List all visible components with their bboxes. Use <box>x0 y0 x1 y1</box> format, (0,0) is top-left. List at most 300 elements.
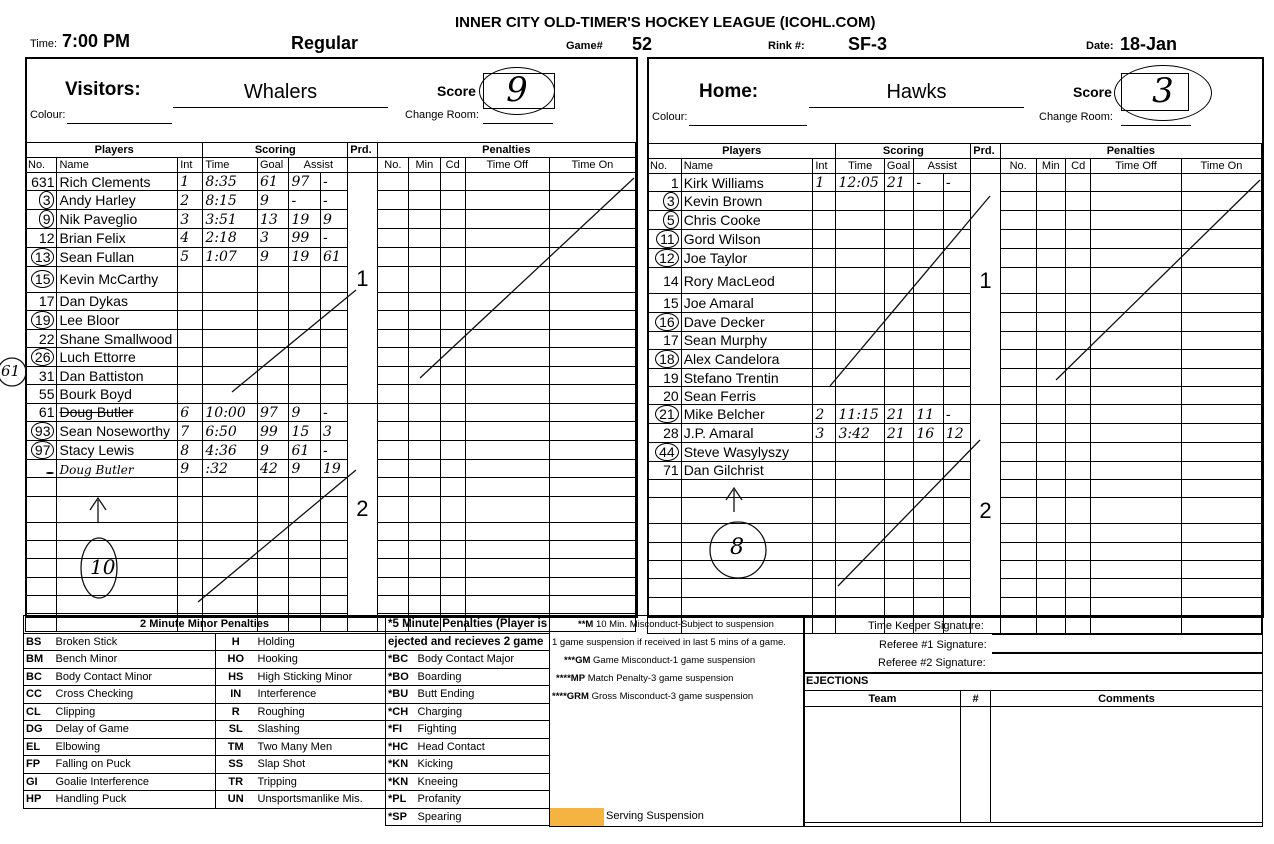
home-colour-label: Colour: <box>652 111 688 123</box>
player-name: Sean Noseworthy <box>59 423 170 440</box>
player-number: 19 <box>31 311 55 329</box>
col-int: Int <box>178 158 203 173</box>
serving-suspension-label: Serving Suspension <box>606 810 704 822</box>
player-number: 1 <box>670 174 679 191</box>
penalty-code: BM <box>24 651 54 669</box>
scoring-time: 1:07 <box>205 249 237 266</box>
scoring-a2: 9 <box>322 211 332 228</box>
visitors-team-name: Whalers <box>243 81 318 103</box>
penalty-desc: Two Many Men <box>256 738 386 756</box>
major-penalty-row <box>386 808 550 826</box>
col-time: Time <box>203 158 258 173</box>
major-title-1: *5 Minute Penalties (Player is <box>386 616 550 634</box>
scoring-int: 8 <box>180 442 190 459</box>
scoring-time: 3:42 <box>838 425 870 442</box>
misconduct-code: ****MP <box>556 673 586 684</box>
player-number: 12 <box>38 229 55 246</box>
penalty-code: UN <box>216 791 256 809</box>
scoring-a2: - <box>945 175 951 192</box>
player-number: 71 <box>663 462 679 479</box>
scoring-a1: 11 <box>916 406 935 423</box>
serving-swatch <box>550 808 604 826</box>
period-2-label: 2 <box>356 496 369 522</box>
home-penalty-strike <box>1056 180 1260 380</box>
penalty-code: TR <box>216 773 256 791</box>
major-title-2: ejected and recieves 2 game <box>386 633 550 651</box>
scoring-time: 12:05 <box>838 175 879 192</box>
scoring-a2: - <box>322 230 328 247</box>
player-number: 3 <box>663 192 679 210</box>
player-number: 31 <box>38 367 55 384</box>
penalty-desc: Interference <box>256 686 386 704</box>
minor-penalty-row <box>24 686 386 704</box>
player-number: 22 <box>38 330 55 347</box>
scoring-int: 9 <box>180 461 190 478</box>
misconduct-row <box>550 616 804 634</box>
minor-penalty-row <box>24 756 386 774</box>
player-name: Dan Gilchrist <box>683 462 764 479</box>
home-col-int: Int <box>813 159 836 174</box>
misconduct-desc: 1 game suspension if received in last 5 mins of a game. <box>552 637 786 648</box>
player-name: Mike Belcher <box>683 406 765 423</box>
game-label: Game# <box>566 40 603 52</box>
ejections-team-cell[interactable] <box>805 707 961 823</box>
penalty-desc: Clipping <box>54 703 216 721</box>
timekeeper-signature-label: Time Keeper Signature: <box>868 620 984 632</box>
scoring-time: 11:15 <box>838 406 879 423</box>
player-name: Shane Smallwood <box>59 330 173 347</box>
misconduct-code: ****GRM <box>552 691 589 702</box>
player-number: 26 <box>31 348 55 366</box>
referee2-signature-label: Referee #2 Signature: <box>878 657 986 669</box>
player-name: Sean Murphy <box>683 332 767 349</box>
player-number: 3 <box>39 191 55 209</box>
home-scoring-header: Scoring <box>836 144 971 159</box>
penalty-code: HO <box>216 651 256 669</box>
scoring-int: 7 <box>180 423 190 440</box>
scoring-goal: 3 <box>259 230 269 247</box>
penalty-code: HS <box>216 668 256 686</box>
home-col-pen-no: No. <box>1000 159 1036 174</box>
major-penalty-row <box>386 703 550 721</box>
scoring-a2: 3 <box>322 423 332 440</box>
side-annotation: 61 <box>1 362 21 380</box>
scoring-header: Scoring <box>203 143 348 158</box>
penalty-desc: Charging <box>416 703 550 721</box>
home-annot-count: 8 <box>730 535 744 560</box>
major-penalty-row <box>386 686 550 704</box>
penalty-desc: Butt Ending <box>416 686 550 704</box>
player-name: Luch Ettorre <box>59 349 136 366</box>
penalty-code: CL <box>24 703 54 721</box>
game-date: 18-Jan <box>1120 34 1178 54</box>
scoring-a2: 12 <box>945 425 964 442</box>
penalty-desc: Goalie Interference <box>54 773 216 791</box>
penalty-desc: Tripping <box>256 773 386 791</box>
ejections-number-cell[interactable] <box>961 707 991 823</box>
visitors-label: Visitors: <box>65 79 141 100</box>
penalty-desc: Handling Puck <box>54 791 216 809</box>
scoring-a1: 16 <box>916 425 935 442</box>
penalty-code: CC <box>24 686 54 704</box>
major-penalty-row <box>386 791 550 809</box>
home-col-time: Time <box>836 159 884 174</box>
player-name: Stefano Trentin <box>683 369 779 386</box>
scoring-int: 1 <box>180 174 190 191</box>
period-1-label: 1 <box>356 266 369 292</box>
home-col-time-off: Time Off <box>1091 159 1182 174</box>
player-name: Doug Butler <box>59 404 134 421</box>
col-assist: Assist <box>289 158 348 173</box>
player-name: Joe Amaral <box>683 294 754 311</box>
home-team-name: Hawks <box>886 81 947 103</box>
scoring-a2: 19 <box>322 461 341 478</box>
player-name: Bourk Boyd <box>59 386 132 403</box>
scoring-goal: 9 <box>259 192 269 209</box>
home-col-min: Min <box>1036 159 1065 174</box>
penalty-code: HP <box>24 791 54 809</box>
player-name: Rory MacLeod <box>683 272 775 289</box>
col-cd: Cd <box>440 158 465 173</box>
scoring-goal: 9 <box>259 442 269 459</box>
penalty-code: EL <box>24 738 54 756</box>
scoring-time: 8:15 <box>205 192 237 209</box>
scoring-a1: - <box>291 192 297 209</box>
col-time-off: Time Off <box>465 158 549 173</box>
player-number: 55 <box>38 386 55 403</box>
player-name: Kevin McCarthy <box>59 271 159 288</box>
misconduct-desc: Gross Misconduct-3 game suspension <box>591 691 754 702</box>
major-penalty-row <box>386 668 550 686</box>
penalty-desc: Boarding <box>416 668 550 686</box>
scoring-goal: 61 <box>259 174 278 191</box>
major-penalty-row <box>386 756 550 774</box>
scoring-goal: 21 <box>886 406 905 423</box>
scoring-time: 3:51 <box>205 211 237 228</box>
home-col-name: Name <box>681 159 813 174</box>
scoring-goal: 42 <box>259 461 278 478</box>
home-prd-header: Prd. <box>971 144 1000 159</box>
visitors-annot-count: 10 <box>90 555 116 579</box>
penalty-code: *KN <box>386 773 416 791</box>
home-penalties-header: Penalties <box>1000 144 1261 159</box>
player-number: 15 <box>663 294 679 311</box>
scoring-goal: 13 <box>259 211 278 228</box>
scoring-int: 2 <box>815 406 825 423</box>
player-name: Sean Ferris <box>683 387 757 404</box>
timekeeper-signature-line[interactable] <box>992 633 1262 635</box>
misconduct-legend <box>549 615 805 827</box>
scoring-int: 3 <box>815 425 825 442</box>
scoring-a2: - <box>322 174 328 191</box>
league-title: INNER CITY OLD-TIMER'S HOCKEY LEAGUE (ICOHL.COM) <box>455 14 876 31</box>
player-name: Sean Fullan <box>59 248 135 265</box>
home-label: Home: <box>699 81 759 102</box>
period-2-label: 2 <box>979 497 992 523</box>
minor-penalty-row <box>24 738 386 756</box>
ejections-table <box>804 690 1263 823</box>
visitors-scoring-strike-2 <box>198 470 356 602</box>
penalty-code: IN <box>216 686 256 704</box>
player-number: 13 <box>31 248 55 266</box>
score-label: Score <box>437 83 476 99</box>
penalty-code: GI <box>24 773 54 791</box>
penalty-code: *CH <box>386 703 416 721</box>
penalty-desc: Kicking <box>416 756 550 774</box>
game-type: Regular <box>291 33 359 53</box>
player-number: 17 <box>38 293 55 310</box>
penalty-code: *PL <box>386 791 416 809</box>
players-header: Players <box>26 143 203 158</box>
time-label: Time: <box>30 38 58 50</box>
penalty-desc: Unsportsmanlike Mis. <box>256 791 386 809</box>
penalty-desc: Body Contact Minor <box>54 668 216 686</box>
penalty-code: SS <box>216 756 256 774</box>
player-name: Chris Cooke <box>683 212 761 229</box>
game-number: 52 <box>632 34 653 54</box>
penalty-code: *KN <box>386 756 416 774</box>
home-scoring-strike-2 <box>838 440 980 586</box>
major-penalty-row <box>386 721 550 739</box>
scoring-int: 1 <box>815 175 825 192</box>
misconduct-code: ***GM <box>564 655 591 666</box>
col-min: Min <box>409 158 440 173</box>
ejections-comments-cell[interactable] <box>991 707 1263 823</box>
referee1-signature-line[interactable] <box>992 652 1262 654</box>
penalty-desc: Falling on Puck <box>54 756 216 774</box>
scoring-time: 4:36 <box>205 442 237 459</box>
minor-penalty-row <box>24 791 386 809</box>
home-score: 3 <box>1114 65 1212 121</box>
scoring-a1: - <box>916 175 922 192</box>
game-time: 7:00 PM <box>62 31 131 51</box>
penalty-desc: Fighting <box>416 721 550 739</box>
scoring-a1: 99 <box>291 230 310 247</box>
player-number: 11 <box>656 230 679 248</box>
ejections-team-header: Team <box>805 691 961 707</box>
scoring-a1: 19 <box>291 211 310 228</box>
scoring-time: 6:50 <box>205 423 237 440</box>
player-number: 9 <box>39 210 55 228</box>
penalty-code: BS <box>24 633 54 651</box>
player-name: Gord Wilson <box>683 231 761 248</box>
col-name: Name <box>57 158 178 173</box>
player-number: 61 <box>38 404 55 421</box>
col-no: No. <box>26 158 57 173</box>
scoring-time: :32 <box>205 461 228 478</box>
penalty-desc: Holding <box>256 633 386 651</box>
player-name: Rich Clements <box>59 173 151 190</box>
penalty-code: *BC <box>386 651 416 669</box>
player-number: 21 <box>655 405 679 423</box>
ejections-number-header: # <box>961 691 991 707</box>
home-col-assist: Assist <box>914 159 971 174</box>
penalty-code: *BU <box>386 686 416 704</box>
minor-penalties-legend <box>23 615 386 809</box>
player-number: 631 <box>31 173 55 190</box>
player-name: Alex Candelora <box>683 350 780 367</box>
major-penalty-row <box>386 651 550 669</box>
player-number: 97 <box>31 441 55 459</box>
penalty-desc: Cross Checking <box>54 686 216 704</box>
minor-penalty-row <box>24 633 386 651</box>
scoring-int: 3 <box>180 211 190 228</box>
home-col-goal: Goal <box>884 159 913 174</box>
minor-penalty-row <box>24 651 386 669</box>
penalty-desc: Hooking <box>256 651 386 669</box>
penalty-code: DG <box>24 721 54 739</box>
minor-penalty-row <box>24 721 386 739</box>
scoring-a1: 19 <box>291 249 310 266</box>
scoring-a1: 9 <box>291 461 301 478</box>
player-name: Stacy Lewis <box>59 442 135 459</box>
scoring-goal: 97 <box>259 404 278 421</box>
misconduct-desc: Game Misconduct-1 game suspension <box>593 655 756 666</box>
scoring-a2: 61 <box>322 249 341 266</box>
penalty-code: *BO <box>386 668 416 686</box>
scoring-goal: 21 <box>886 175 905 192</box>
player-name: Kirk Williams <box>683 174 764 191</box>
player-name: Joe Taylor <box>683 250 748 267</box>
major-penalty-row <box>386 773 550 791</box>
player-number: 12 <box>655 249 679 267</box>
referee1-signature-label: Referee #1 Signature: <box>879 639 987 651</box>
col-goal: Goal <box>257 158 288 173</box>
minor-penalty-row <box>24 703 386 721</box>
misconduct-row <box>550 634 804 652</box>
player-number: 14 <box>663 272 679 289</box>
home-col-cd: Cd <box>1066 159 1091 174</box>
penalties-header: Penalties <box>377 143 635 158</box>
scoring-int: 6 <box>180 404 190 421</box>
scoring-a1: 15 <box>291 423 310 440</box>
misconduct-row <box>550 688 804 706</box>
misconduct-code: **M <box>578 619 594 630</box>
penalty-desc: High Sticking Minor <box>256 668 386 686</box>
scoring-goal: 99 <box>259 423 278 440</box>
penalty-code: *FI <box>386 721 416 739</box>
change-room-label: Change Room: <box>405 109 479 121</box>
ejections-comments-header: Comments <box>991 691 1263 707</box>
rink-label: Rink #: <box>768 40 805 52</box>
referee2-signature-line[interactable] <box>804 672 1262 674</box>
penalty-desc: Broken Stick <box>54 633 216 651</box>
penalty-code: *SP <box>386 808 416 826</box>
scoring-a2: - <box>322 442 328 459</box>
player-name: Dan Battiston <box>59 367 144 384</box>
player-name: Lee Bloor <box>59 311 120 328</box>
home-scoring-strike-1 <box>830 196 990 386</box>
home-players-header: Players <box>648 144 836 159</box>
player-name: Andy Harley <box>59 192 136 209</box>
player-name: Doug Butler <box>59 462 134 477</box>
misconduct-row <box>550 670 804 688</box>
scoring-a2: - <box>322 192 328 209</box>
player-number: 93 <box>31 422 55 440</box>
visitors-scoring-strike-1 <box>232 290 356 392</box>
player-number: 44 <box>655 443 679 461</box>
signatures-panel <box>803 615 1263 827</box>
minor-penalty-row <box>24 773 386 791</box>
penalty-desc: Spearing <box>416 808 550 826</box>
penalty-code: BC <box>24 668 54 686</box>
penalty-desc: Delay of Game <box>54 721 216 739</box>
player-number: 19 <box>663 369 679 386</box>
misconduct-desc: 10 Min. Misconduct-Subject to suspension <box>595 619 774 630</box>
penalty-desc: Body Contact Major <box>416 651 550 669</box>
player-name: Kevin Brown <box>683 193 763 210</box>
player-name: Nik Paveglio <box>59 211 138 228</box>
scoring-goal: 9 <box>259 249 269 266</box>
ejections-label: EJECTIONS <box>806 675 869 687</box>
penalty-desc: Profanity <box>416 791 550 809</box>
home-col-time-on: Time On <box>1181 159 1261 174</box>
player-number: 18 <box>655 350 679 368</box>
player-number: 17 <box>663 332 679 349</box>
scoring-time: 10:00 <box>205 404 246 421</box>
minor-title: 2 Minute Minor Penalties <box>24 616 386 634</box>
scoring-a2: - <box>322 404 328 421</box>
penalty-code: FP <box>24 756 54 774</box>
rink-number: SF-3 <box>848 34 888 54</box>
player-number: 15 <box>31 270 55 288</box>
player-name: Dan Dykas <box>59 293 128 310</box>
scoring-int: 2 <box>180 192 190 209</box>
misconduct-desc: Match Penalty-3 game suspension <box>587 673 734 684</box>
major-penalty-row <box>386 738 550 756</box>
home-col-no: No. <box>648 159 682 174</box>
penalty-desc: Slashing <box>256 721 386 739</box>
scoring-time: 8:35 <box>205 174 237 191</box>
penalty-code: R <box>216 703 256 721</box>
scoring-a1: 61 <box>291 442 310 459</box>
col-pen-no: No. <box>377 158 408 173</box>
period-1-label: 1 <box>979 267 992 293</box>
minor-penalty-row <box>24 668 386 686</box>
player-number: 16 <box>655 313 679 331</box>
scoring-a2: - <box>945 406 951 423</box>
penalty-desc: Roughing <box>256 703 386 721</box>
scoring-int: 4 <box>180 230 190 247</box>
misconduct-row <box>550 652 804 670</box>
visitors-score: 9 <box>479 67 555 115</box>
penalty-desc: Elbowing <box>54 738 216 756</box>
prd-header: Prd. <box>348 143 377 158</box>
penalty-desc: Bench Minor <box>54 651 216 669</box>
visitors-penalty-strike <box>420 178 634 378</box>
home-score-label: Score <box>1073 84 1112 100</box>
player-name: J.P. Amaral <box>683 425 754 442</box>
home-change-room-label: Change Room: <box>1039 111 1113 123</box>
penalty-desc: Slap Shot <box>256 756 386 774</box>
colour-label: Colour: <box>30 109 66 121</box>
date-label: Date: <box>1086 40 1114 52</box>
penalty-code: SL <box>216 721 256 739</box>
penalty-code: *HC <box>386 738 416 756</box>
scoring-int: 5 <box>180 249 190 266</box>
player-number: 20 <box>663 387 679 404</box>
penalty-desc: Kneeing <box>416 773 550 791</box>
player-name: Brian Felix <box>59 229 126 246</box>
penalty-code: TM <box>216 738 256 756</box>
scoring-a1: 9 <box>291 404 301 421</box>
major-penalties-legend <box>385 615 550 826</box>
player-name: Dave Decker <box>683 313 765 330</box>
scoring-time: 2:18 <box>205 230 237 247</box>
scoring-goal: 21 <box>886 425 905 442</box>
player-number: 5 <box>663 211 679 229</box>
penalty-desc: Head Contact <box>416 738 550 756</box>
